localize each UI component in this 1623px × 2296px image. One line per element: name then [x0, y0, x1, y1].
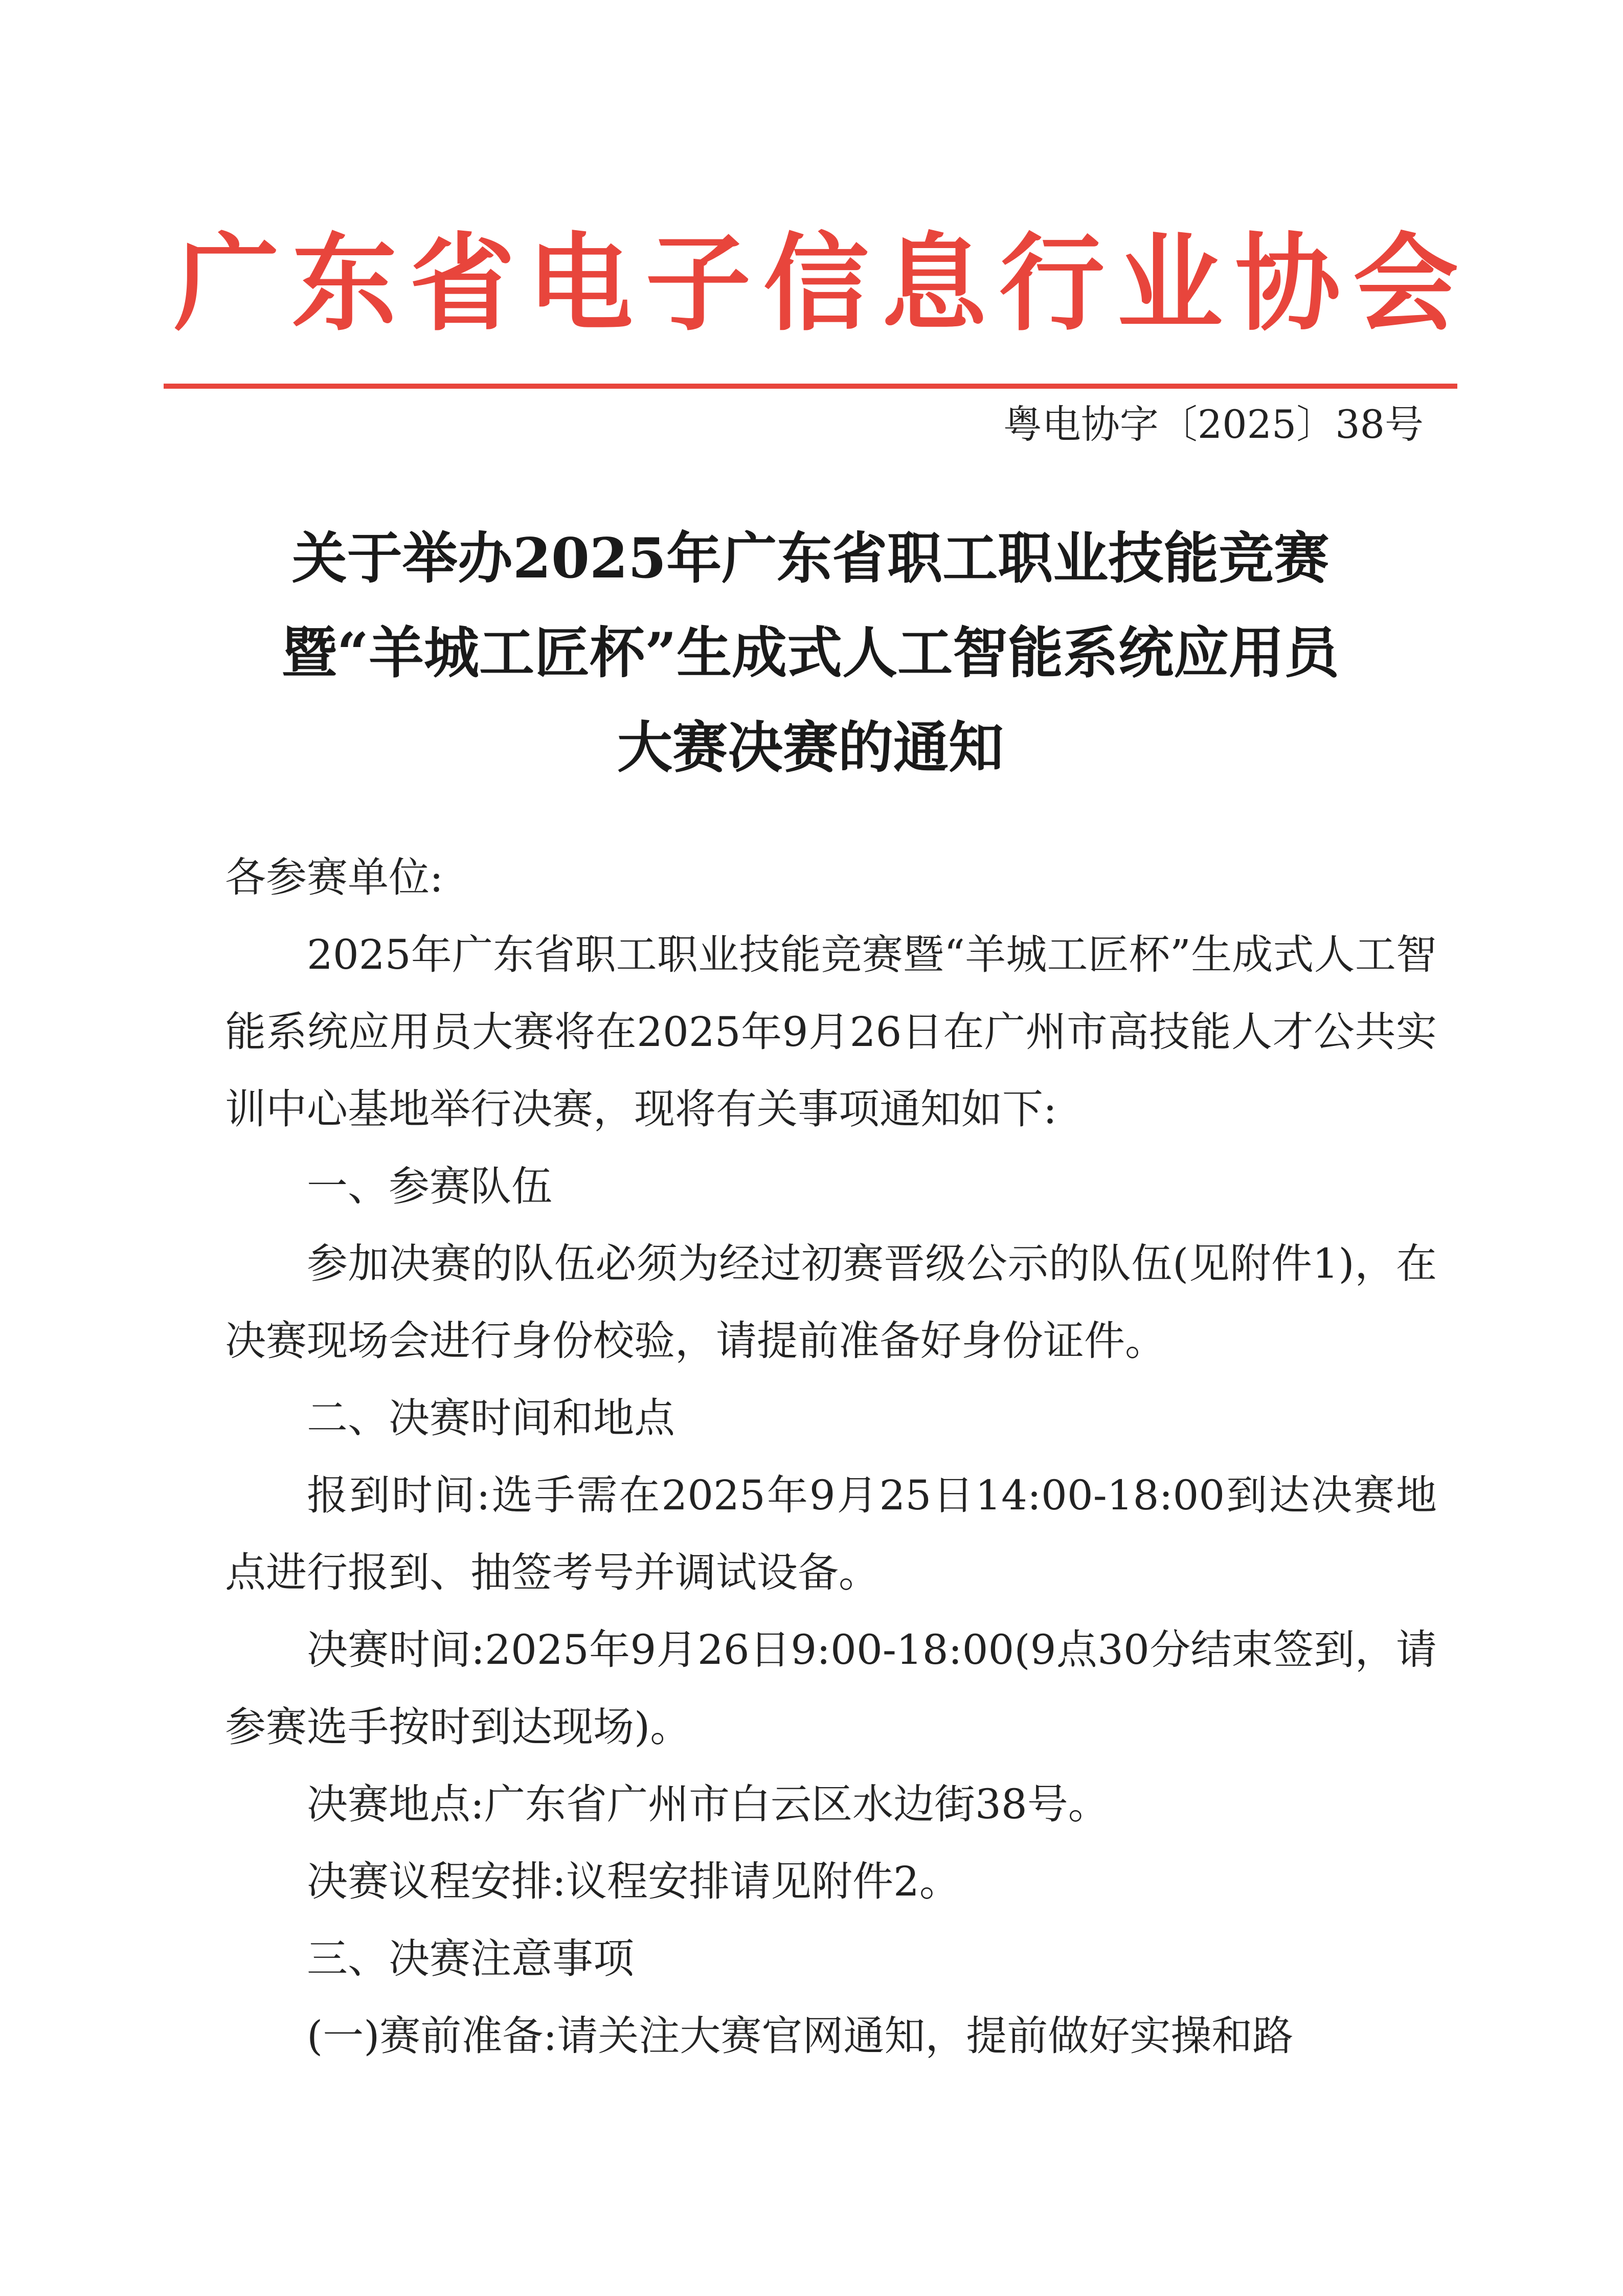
- notice-body: [225, 839, 1437, 2075]
- section-heading-teams: 一、参赛队伍: [307, 1163, 552, 1210]
- section-heading-notes: 三、决赛注意事项: [307, 1935, 634, 1982]
- title-line: 暨“羊城工匠杯”生成式人工智能系统应用员: [281, 621, 1340, 685]
- document-number: 粤电协字〔2025〕38号: [1003, 402, 1424, 447]
- body-paragraph-checkin-time: 报到时间:选手需在2025年9月25日14:00-18:00到达决赛地点进行报到、抽签考号并调试设备。: [225, 1472, 1437, 1596]
- body-paragraph-preparation: (一)赛前准备:请关注大赛官网通知，提前做好实操和路: [307, 2012, 1294, 2060]
- title-line: 大赛决赛的通知: [617, 716, 1004, 780]
- body-paragraph-teams: 参加决赛的队伍必须为经过初赛晋级公示的队伍(见附件1)，在决赛现场会进行身份校验，请提前准备好身份证件。: [225, 1240, 1437, 1365]
- body-paragraph-final-time: 决赛时间:2025年9月26日9:00-18:00(9点30分结束签到，请参赛选手按时到达现场)。: [225, 1626, 1437, 1751]
- body-paragraph-final-venue: 决赛地点:广东省广州市白云区水边街38号。: [307, 1780, 1109, 1828]
- letterhead-red-rule: [164, 384, 1457, 389]
- section-heading-time-place: 二、决赛时间和地点: [307, 1394, 675, 1442]
- body-paragraph-intro: 2025年广东省职工职业技能竞赛暨“羊城工匠杯”生成式人工智能系统应用员大赛将在2025年9月26日在广州市高技能人才公共实训中心基地举行决赛，现将有关事项通知如下:: [225, 931, 1437, 1133]
- notice-title: [164, 511, 1457, 795]
- letterhead-org-name: 广东省电子信息行业协会: [174, 222, 1468, 345]
- title-line: 关于举办2025年广东省职工职业技能竞赛: [291, 526, 1329, 591]
- salutation: 各参赛单位:: [225, 854, 443, 901]
- body-paragraph-agenda: 决赛议程安排:议程安排请见附件2。: [307, 1858, 960, 1905]
